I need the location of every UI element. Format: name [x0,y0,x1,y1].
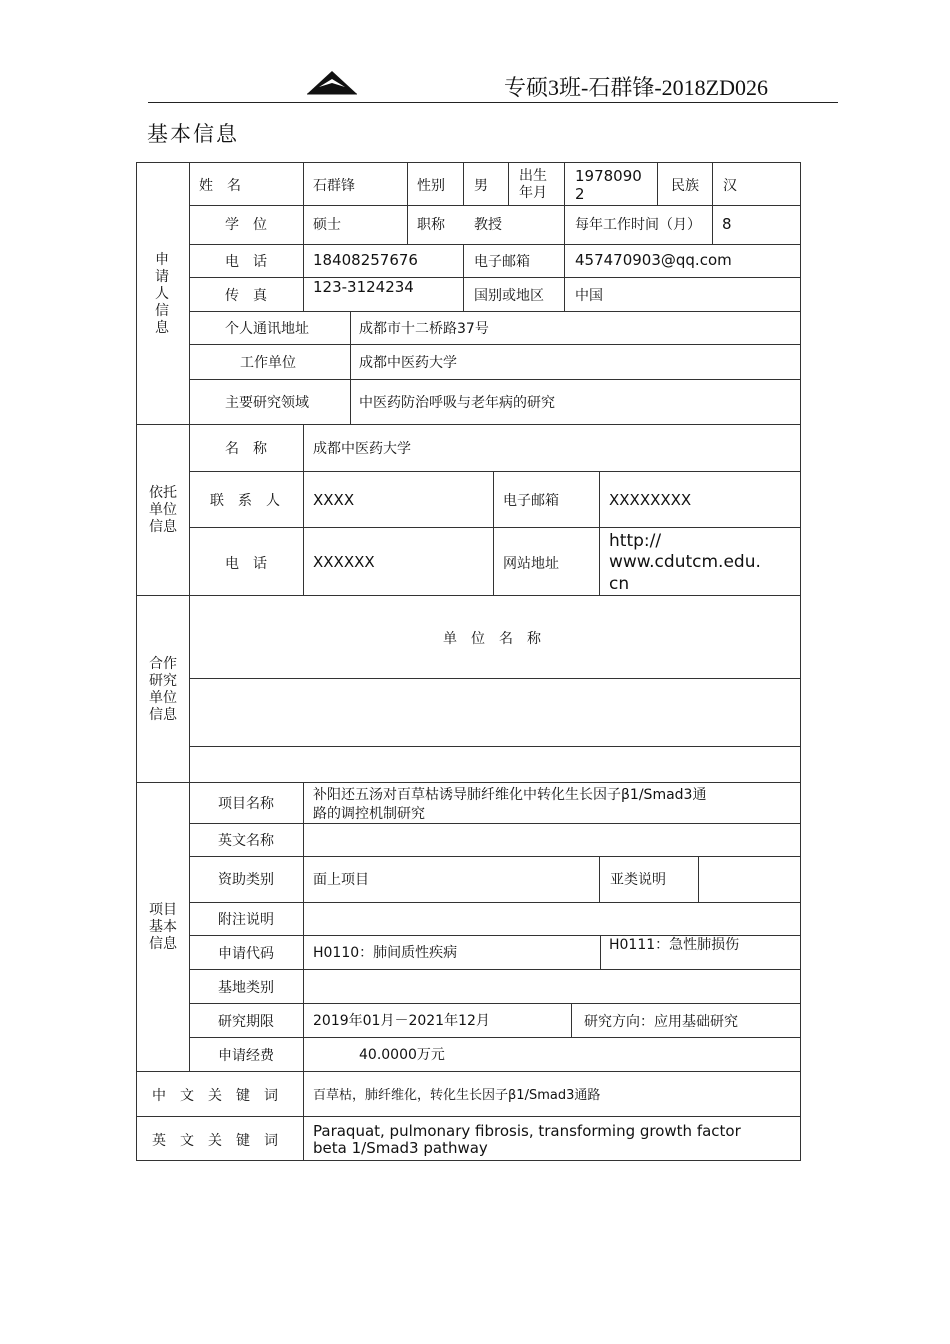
value-country: 中国 [575,288,603,304]
label-country: 国别或地区 [474,288,544,304]
value-host-phone: XXXXXX [313,553,375,571]
label-name: 姓 名 [199,178,241,194]
value-website-line3: cn [609,574,630,594]
label-degree: 学 位 [225,217,267,233]
label-english-name: 英文名称 [218,833,274,849]
label-fax: 传 真 [225,288,267,304]
label-host-phone: 电 话 [225,556,267,572]
value-email: 457470903@qq.com [575,251,732,269]
group-label-project: 项目基本信息 [149,902,177,952]
label-ethnicity: 民族 [671,178,699,194]
label-budget: 申请经费 [218,1048,274,1064]
label-phone: 电 话 [225,254,267,270]
label-note: 附注说明 [218,912,274,928]
label-address: 个人通讯地址 [225,321,309,337]
header-rule [148,102,838,103]
value-name: 石群锋 [313,178,355,194]
value-project-name-line1: 补阳还五汤对百草枯诱导肺纤维化中转化生长因子β1/Smad3通 [313,787,707,803]
label-email: 电子邮箱 [474,254,530,270]
header-title: 专硕3班-石群锋-2018ZD026 [504,75,768,100]
label-period: 研究期限 [218,1014,274,1030]
value-gender: 男 [474,178,488,194]
value-employer: 成都中医药大学 [359,355,457,371]
value-work-months: 8 [722,215,732,233]
value-en-keywords-line2: beta 1/Smad3 pathway [313,1139,488,1157]
label-work-months: 每年工作时间（月） [575,217,701,233]
label-title: 职称 [417,217,445,233]
label-cn-keywords: 中 文 关 键 词 [152,1088,278,1104]
value-funding-type: 面上项目 [313,872,369,888]
label-website: 网站地址 [503,556,559,572]
group-label-applicant: 申请人信息 [155,252,169,336]
value-cn-keywords: 百草枯，肺纤维化，转化生长因子β1/Smad3通路 [313,1088,601,1103]
label-birth: 出生年月 [519,168,547,201]
label-employer: 工作单位 [240,355,296,371]
value-birth-line1: 1978090 [575,167,642,185]
value-fax: 123-3124234 [313,278,414,296]
label-host-email: 电子邮箱 [503,493,559,509]
value-host-name: 成都中医药大学 [313,441,411,457]
value-phone: 18408257676 [313,251,418,269]
label-funding-type: 资助类别 [218,872,274,888]
label-host-name: 名 称 [225,441,267,457]
value-contact: XXXX [313,491,355,509]
value-project-name-line2: 路的调控机制研究 [313,806,425,822]
value-ethnicity: 汉 [723,178,737,194]
value-degree: 硕士 [313,217,341,233]
value-host-email: XXXXXXXX [609,491,692,509]
value-code-2: H0111：急性肺损伤 [609,937,740,953]
mountain-logo-icon [305,69,359,97]
value-research: 中医药防治呼吸与老年病的研究 [359,395,555,411]
label-subcategory: 亚类说明 [610,872,666,888]
label-en-keywords: 英 文 关 键 词 [152,1133,278,1149]
group-label-partner: 合作研究单位信息 [149,656,177,723]
value-research-direction: 研究方向：应用基础研究 [584,1014,738,1030]
value-period: 2019年01月－2021年12月 [313,1013,490,1029]
value-birth-line2: 2 [575,185,585,203]
value-address: 成都市十二桥路37号 [359,321,489,337]
group-label-host-unit: 依托单位信息 [149,485,177,535]
value-website-line1: http:// [609,531,662,551]
label-project-name: 项目名称 [218,796,274,812]
label-research: 主要研究领域 [225,395,309,411]
value-title: 教授 [474,217,502,233]
section-title: 基本信息 [147,122,239,146]
label-base-type: 基地类别 [218,980,274,996]
value-en-keywords-line1: Paraquat, pulmonary fibrosis, transforming growth factor [313,1122,741,1140]
value-code-1: H0110：肺间质性疾病 [313,945,458,961]
label-contact: 联 系 人 [210,493,280,509]
label-gender: 性别 [417,178,445,194]
value-website-line2: www.cdutcm.edu. [609,552,761,572]
label-partner-unit-name: 单 位 名 称 [443,631,541,647]
label-application-code: 申请代码 [218,946,274,962]
value-budget: 40.0000万元 [359,1047,445,1063]
